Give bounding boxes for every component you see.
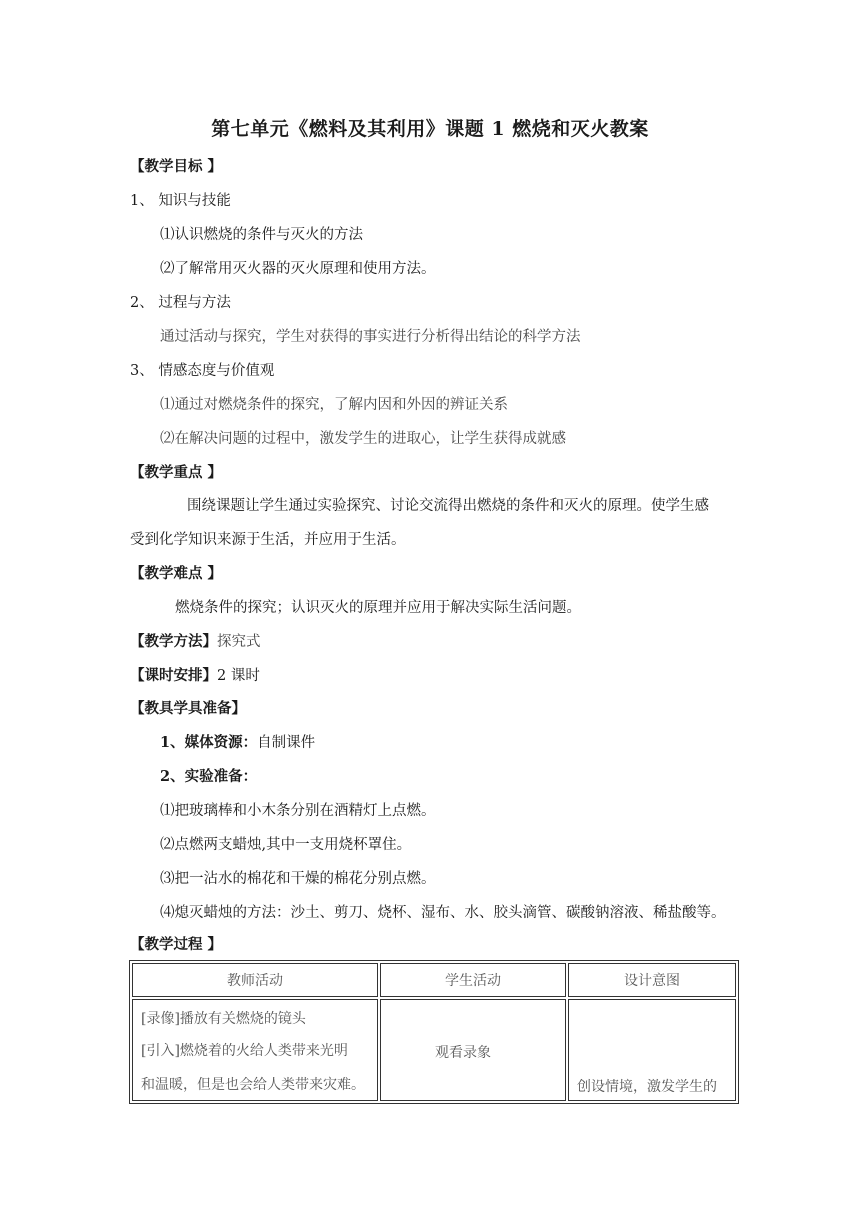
objective-process-text: 通过活动与探究，学生对获得的事实进行分析得出结论的科学方法 [160,329,581,345]
objective-attitude-item: ⑵在解决问题的过程中，激发学生的进取心，让学生获得成就感 [160,431,566,447]
objective-attitude-item: ⑴通过对燃烧条件的探究，了解内因和外因的辨证关系 [160,397,508,413]
teacher-activity-line: [录像]播放有关燃烧的镜头 [141,1011,306,1027]
teacher-activity-line: 和温暖，但是也会给人类带来灾难。 [141,1077,365,1093]
objective-process: 2、 过程与方法 [130,295,231,311]
media-label: 1、媒体资源： [160,734,258,751]
experiment-item: ⑵点燃两支蜡烛,其中一支用烧杯罩住。 [160,837,412,853]
process-table [129,960,739,1104]
experiment-label: 2、实验准备： [160,768,258,785]
table-row [132,999,736,1101]
objective-knowledge-item: ⑵了解常用灭火器的灭火原理和使用方法。 [160,261,436,277]
experiment-item: ⑶把一沾水的棉花和干燥的棉花分别点燃。 [160,871,436,887]
schedule-value: 2 课时 [217,668,260,684]
teacher-activity-line: [引入]燃烧着的火给人类带来光明 [141,1043,348,1059]
materials-heading: 【教具学具准备】 [130,700,246,717]
objective-knowledge: 1、 知识与技能 [130,193,231,209]
method-value: 探究式 [217,634,261,650]
experiment-item: ⑷熄灭蜡烛的方法：沙土、剪刀、烧杯、湿布、水、胶头滴管、碳酸钠溶液、稀盐酸等。 [160,905,726,921]
process-heading: 【教学过程 】 [130,936,223,953]
method-line [130,632,261,652]
column-header-teacher: 教师活动 [132,963,378,997]
design-purpose-cell [568,999,736,1101]
key-points-text: 受到化学知识来源于生活，并应用于生活。 [130,532,406,548]
column-header-purpose: 设计意图 [568,963,736,997]
method-label: 【教学方法】 [130,633,217,650]
objective-attitude: 3、 情感态度与价值观 [130,363,275,379]
table-header-row [132,963,736,997]
student-activity-text: 观看录象 [435,1045,491,1061]
objectives-heading: 【教学目标 】 [130,158,223,175]
difficulties-text: 燃烧条件的探究；认识灭火的原理并应用于解决实际生活问题。 [175,600,581,616]
student-activity-cell [380,999,566,1101]
experiment-item: ⑴把玻璃棒和小木条分别在酒精灯上点燃。 [160,803,436,819]
document-title: 第七单元《燃料及其利用》课题 1 燃烧和灭火教案 [211,118,649,140]
teacher-activity-cell [132,999,378,1101]
design-purpose-text: 创设情境，激发学生的 [577,1079,717,1095]
objective-knowledge-item: ⑴认识燃烧的条件与灭火的方法 [160,227,363,243]
schedule-label: 【课时安排】 [130,667,217,684]
media-value: 自制课件 [257,735,316,751]
key-points-text: 围绕课题让学生通过实验探究、讨论交流得出燃烧的条件和灭火的原理。使学生感 [187,498,709,514]
media-line [160,733,315,753]
key-points-heading: 【教学重点 】 [130,464,223,481]
schedule-line [130,666,260,686]
difficulties-heading: 【教学难点 】 [130,565,223,582]
column-header-student: 学生活动 [380,963,566,997]
